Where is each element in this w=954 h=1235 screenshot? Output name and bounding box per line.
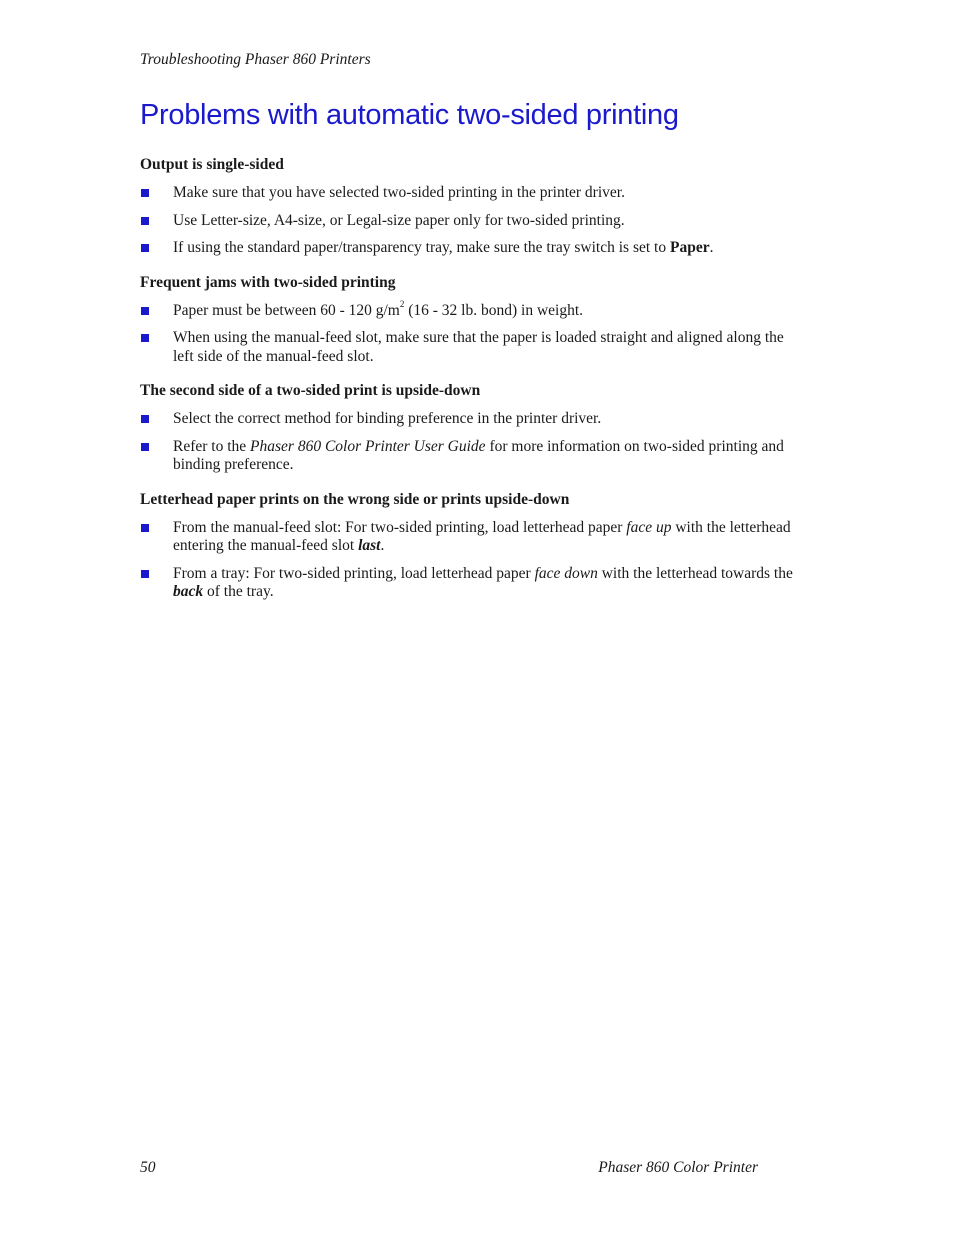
- text-run: with the letterhead entering the manual-feed slot: [173, 518, 791, 554]
- footer-page-number: 50: [140, 1159, 156, 1176]
- bullet-list: [140, 410, 800, 475]
- text-run: last: [358, 537, 381, 554]
- text-run: .: [380, 537, 385, 554]
- text-run: .: [709, 239, 714, 256]
- square-bullet-icon: [141, 570, 149, 578]
- running-header: Troubleshooting Phaser 860 Printers: [140, 51, 371, 68]
- bullet-list: [140, 184, 800, 258]
- text-run: Refer to the: [173, 437, 251, 455]
- text-run: face up: [626, 518, 672, 536]
- section: [140, 155, 800, 258]
- bullet-item: [140, 438, 800, 475]
- square-bullet-icon: [141, 244, 149, 252]
- text-run: 2: [399, 299, 405, 310]
- section-heading: The second side of a two-sided print is upside-down: [140, 382, 481, 399]
- text-run: When using the manual-feed slot, make sure that the paper is loaded straight and aligned along the left side of the manual-feed slot.: [173, 329, 784, 365]
- bullet-item: [140, 239, 800, 258]
- text-run: Select the correct method for binding preference in the printer driver.: [173, 410, 602, 427]
- text-run: From the manual-feed slot: For two-sided printing, load letterhead paper: [173, 518, 627, 536]
- bullet-list: [140, 299, 800, 367]
- bullet-item: [140, 329, 800, 366]
- section-heading: Output is single-sided: [140, 156, 284, 173]
- text-run: Make sure that you have selected two-sided printing in the printer driver.: [173, 184, 625, 201]
- section: [140, 381, 800, 475]
- text-run: (16 - 32 lb. bond) in weight.: [404, 301, 584, 319]
- square-bullet-icon: [141, 443, 149, 451]
- text-run: From a tray: For two-sided printing, load letterhead paper: [173, 564, 535, 582]
- text-run: with the letterhead towards the: [597, 564, 793, 582]
- bullet-item: [140, 565, 800, 602]
- footer-product-name: Phaser 860 Color Printer: [598, 1159, 758, 1176]
- square-bullet-icon: [141, 334, 149, 342]
- page-content: [140, 155, 800, 617]
- square-bullet-icon: [141, 524, 149, 532]
- page-title: Problems with automatic two-sided printing: [140, 99, 679, 131]
- bullet-item: [140, 410, 800, 429]
- text-run: face down: [534, 564, 598, 582]
- text-run: Phaser 860 Color Printer User Guide: [250, 437, 486, 455]
- bullet-item: [140, 184, 800, 203]
- section: [140, 273, 800, 367]
- bullet-item: [140, 519, 800, 556]
- square-bullet-icon: [141, 415, 149, 423]
- text-run: for more information on two-sided printing and binding preference.: [173, 437, 784, 473]
- text-run: Paper: [669, 239, 710, 256]
- square-bullet-icon: [141, 307, 149, 315]
- bullet-item: [140, 212, 800, 231]
- square-bullet-icon: [141, 217, 149, 225]
- text-run: Paper must be between 60 - 120 g/m: [173, 301, 400, 319]
- text-run: If using the standard paper/transparency tray, make sure the tray switch is set to: [173, 239, 670, 256]
- bullet-list: [140, 519, 800, 602]
- section-heading: Frequent jams with two-sided printing: [140, 273, 396, 291]
- text-run: Use Letter-size, A4-size, or Legal-size paper only for two-sided printing.: [173, 211, 625, 229]
- bullet-item: [140, 299, 800, 321]
- text-run: back: [173, 583, 204, 600]
- square-bullet-icon: [141, 189, 149, 197]
- section-heading: Letterhead paper prints on the wrong side or prints upside-down: [140, 490, 570, 508]
- text-run: of the tray.: [203, 583, 274, 600]
- section: [140, 490, 800, 602]
